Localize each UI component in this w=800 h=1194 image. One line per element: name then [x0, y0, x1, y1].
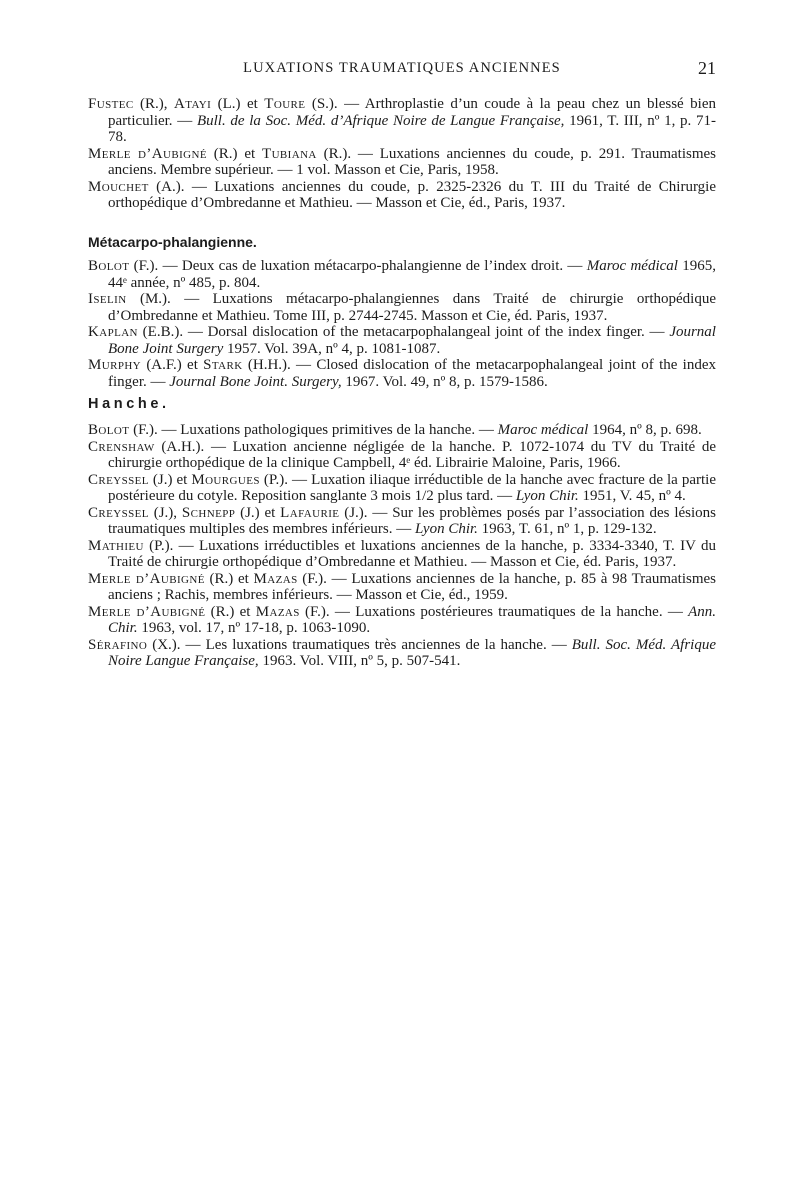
reference-text: Luxations métacarpo-phalangiennes dans Traité de chirurgie orthopédique d’Ombredanne et Mathieu. Tome III, p. 2744-2745. Masson et Cie, éd. Paris, 1937. — [108, 291, 717, 324]
author-separator: (A.F.) et — [141, 357, 204, 373]
reference-entry — [88, 505, 716, 538]
author-name: Mathieu — [88, 537, 144, 554]
reference-text: Les luxations traumatiques très anciennes de la hanche. — — [205, 636, 572, 653]
author-separator: (F.). — — [299, 603, 356, 620]
reference-entry — [88, 324, 716, 357]
reference-entry — [88, 604, 716, 637]
reference-source: Lyon Chir. — [515, 488, 579, 504]
reference-source: Journal Bone Joint. Surgery, — [169, 373, 342, 390]
reference-details: 1957. Vol. 39A, nº 4, p. 1081-1087. — [223, 340, 441, 357]
reference-entry — [88, 146, 716, 179]
author-name: Lafaurie — [280, 504, 340, 521]
reference-details: 1961, T. III, nº 1, p. 71-78. — [108, 112, 716, 145]
reference-source: Maroc médical — [497, 422, 589, 438]
author-name: Mazas — [255, 603, 300, 620]
references-elbow — [88, 96, 716, 212]
author-name: Merle d’Aubigné — [88, 145, 207, 162]
author-name: Kaplan — [88, 324, 138, 340]
author-name: Merle d’Aubigné — [88, 603, 206, 620]
author-name: Sérafino — [88, 636, 148, 653]
reference-entry — [88, 439, 716, 472]
author-separator: (F.). — — [129, 422, 181, 438]
author-separator: (L.) et — [211, 96, 265, 112]
author-separator: (R.). — — [316, 145, 380, 162]
references-hanche — [88, 422, 716, 670]
reference-text: Arthroplastie d’un coude à la peau chez un blessé bien particulier. — — [108, 96, 716, 129]
author-separator: (X.). — — [147, 636, 206, 653]
reference-entry — [88, 472, 716, 505]
reference-entry — [88, 538, 716, 571]
author-name: Tubiana — [262, 145, 317, 162]
reference-details: 1963. Vol. VIII, nº 5, p. 507-541. — [258, 653, 461, 669]
author-separator: (P.). — — [143, 537, 199, 554]
reference-entry — [88, 179, 716, 212]
author-name: Iselin — [88, 291, 127, 307]
reference-text: Luxations irréductibles et luxations anciennes de la hanche, p. 3334-3340, T. IV du Traité de chirurgie orthopédique d’Ombredanne et Mathieu. — Masson et Cie, éd. Paris, 1937. — [108, 537, 716, 570]
reference-text: Deux cas de luxation métacarpo-phalangienne de l’index droit. — — [181, 258, 587, 274]
reference-details: 1967. Vol. 49, nº 8, p. 1579-1586. — [341, 373, 548, 390]
author-separator: (P.). — — [259, 471, 312, 488]
page-number: 21 — [698, 58, 716, 78]
author-name: Fustec — [88, 96, 134, 112]
reference-text: Luxations anciennes de la hanche, p. 85 à 98 Traumatismes anciens ; Rachis, membres inférieurs. — Masson et Cie, éd., 1959. — [108, 570, 717, 603]
reference-details: 1963, vol. 17, nº 17-18, p. 1063-1090. — [137, 620, 371, 636]
reference-source: Maroc médical — [586, 258, 678, 274]
author-separator: (A.H.). — — [154, 438, 233, 455]
section-heading-metacarpo: Métacarpo-phalangienne. — [88, 234, 257, 250]
reference-text: Closed dislocation of the metacarpophalangeal joint of the index finger. — — [108, 357, 716, 390]
author-name: Toure — [264, 96, 306, 112]
reference-details: 1965, 44ᵉ année, nº 485, p. 804. — [108, 258, 717, 291]
author-name: Merle d’Aubigné — [88, 570, 205, 587]
author-separator: (J.), — [148, 504, 182, 521]
author-separator: (J.) et — [148, 471, 192, 488]
section-heading-hanche: Hanche. — [88, 396, 170, 412]
author-name: Schnepp — [181, 504, 236, 521]
author-separator: (F.). — — [129, 258, 182, 274]
reference-details: 1963, T. 61, nº 1, p. 129-132. — [477, 521, 657, 537]
reference-text: Luxations anciennes du coude, p. 291. Traumatismes anciens. Membre supérieur. — 1 vol. Masson et Cie, Paris, 1958. — [108, 145, 717, 178]
author-separator: (A.). — — [148, 178, 215, 195]
reference-text: Luxation iliaque irréductible de la hanche avec fracture de la partie postérieure du cotyle. Reposition sanglante 3 mois 1/2 plus tard. — — [108, 471, 716, 504]
page-header — [88, 58, 716, 82]
reference-text: Dorsal dislocation of the metacarpophalangeal joint of the index finger. — — [207, 324, 670, 340]
reference-source: Journal Bone Joint Surgery — [108, 324, 716, 357]
author-name: Mourgues — [191, 471, 260, 488]
author-name: Bolot — [88, 258, 130, 274]
reference-entry — [88, 422, 716, 439]
reference-source: Lyon Chir. — [415, 521, 478, 537]
author-separator: (H.H.). — — [242, 357, 317, 373]
reference-entry — [88, 357, 716, 390]
running-title: LUXATIONS TRAUMATIQUES ANCIENNES — [243, 60, 561, 76]
author-name: Atayi — [173, 96, 212, 112]
reference-details: 1951, V. 45, nº 4. — [578, 488, 686, 504]
author-name: Creyssel — [88, 471, 149, 488]
author-name: Mouchet — [88, 178, 149, 195]
author-name: Mazas — [253, 570, 298, 587]
reference-text: Luxations anciennes du coude, p. 2325-2326 du T. III du Traité de Chirurgie orthopédique d’Ombredanne et Mathieu. — Masson et Cie, éd., Paris, 1937. — [108, 178, 716, 211]
author-separator: (J.). — — [339, 504, 393, 521]
author-name: Crenshaw — [88, 438, 155, 455]
references-metacarpo — [88, 258, 716, 390]
reference-text: Sur les problèmes posés par l’association des lésions traumatiques multiples des membres inférieurs. — — [108, 504, 717, 537]
author-separator: (S.). — — [305, 96, 365, 112]
reference-text: Luxations pathologiques primitives de la hanche. — — [180, 422, 498, 438]
author-separator: (J.) et — [235, 504, 281, 521]
author-separator: (R.) et — [205, 603, 256, 620]
author-name: Creyssel — [88, 504, 149, 521]
author-separator: (F.). — — [297, 570, 352, 587]
reference-text: Luxations postérieures traumatiques de la hanche. — — [355, 603, 689, 620]
author-separator: (E.B.). — — [137, 324, 208, 340]
reference-entry — [88, 571, 716, 604]
author-name: Stark — [203, 357, 243, 373]
author-name: Bolot — [88, 422, 130, 438]
author-separator: (R.) et — [204, 570, 254, 587]
author-name: Murphy — [88, 357, 142, 373]
reference-details: 1964, nº 8, p. 698. — [588, 422, 702, 438]
reference-entry — [88, 258, 716, 291]
reference-text: Luxation ancienne négligée de la hanche. P. 1072-1074 du TV du Traité de chirurgie orthopédique de la clinique Campbell, 4ᵉ éd. Librairie Maloine, Paris, 1966. — [108, 438, 717, 471]
reference-entry — [88, 291, 716, 324]
reference-entry — [88, 637, 716, 670]
author-separator: (R.), — [133, 96, 174, 112]
reference-source: Bull. Soc. Méd. Afrique Noire Langue Française, — [108, 636, 717, 669]
author-separator: (R.) et — [206, 145, 263, 162]
reference-source: Ann. Chir. — [108, 603, 716, 636]
author-separator: (M.). — — [126, 291, 213, 307]
reference-source: Bull. de la Soc. Méd. d’Afrique Noire de Langue Française, — [196, 112, 565, 129]
reference-entry — [88, 96, 716, 146]
